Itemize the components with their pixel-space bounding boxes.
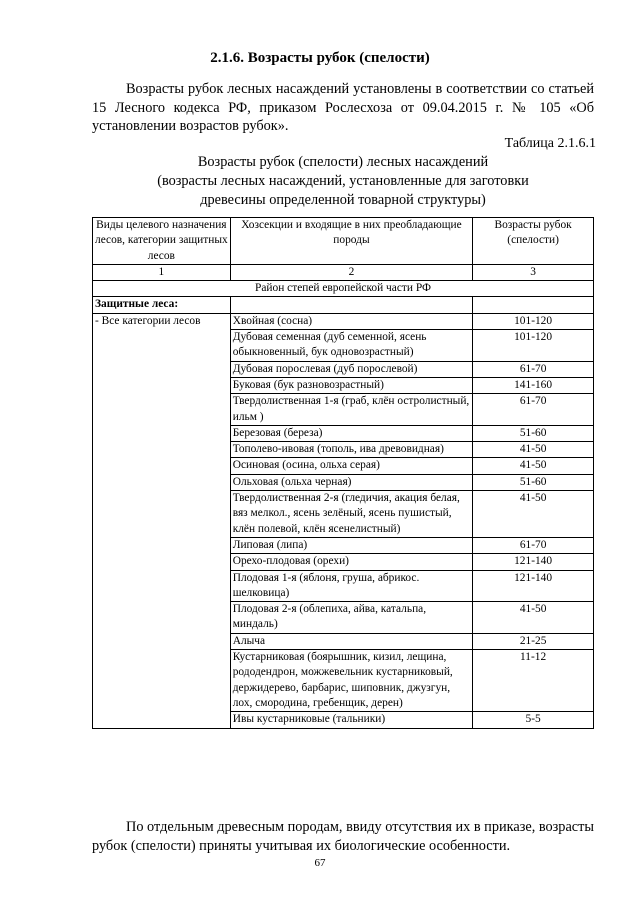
table-number: Таблица 2.1.6.1	[504, 136, 596, 151]
species-section: Осиновая (осина, ольха серая)	[230, 458, 472, 474]
cutting-age: 61-70	[473, 537, 594, 553]
species-section: Кустарниковая (боярышник, кизил, лещина, рододендрон, можжевельник кустарниковый, держидерево, барбарис, шиповник, джузгун, лох, смородина, гребенщик, дерен)	[230, 650, 472, 712]
cutting-age: 21-25	[473, 633, 594, 649]
species-section: Буковая (бук разновозрастный)	[230, 377, 472, 393]
cutting-age: 121-140	[473, 570, 594, 602]
species-section: Ольховая (ольха черная)	[230, 474, 472, 490]
species-section: Твердолиственная 1-я (граб, клён остролистный, ильм )	[230, 394, 472, 426]
caption-line-1: Возрасты рубок (спелости) лесных насаждений	[197, 154, 489, 170]
section-empty-3	[473, 297, 594, 313]
cutting-age: 41-50	[473, 602, 594, 634]
table-row	[93, 313, 594, 329]
cutting-age: 61-70	[473, 361, 594, 377]
cutting-age-table	[92, 217, 594, 729]
cutting-age: 51-60	[473, 425, 594, 441]
closing-paragraph: По отдельным древесным породам, ввиду отсутствия их в приказе, возрасты рубок (спелости) приняты учитывая их биологические особенности.	[92, 819, 594, 854]
col-number-3: 3	[473, 264, 594, 280]
cutting-age: 11-12	[473, 650, 594, 712]
category-cell: - Все категории лесов	[93, 313, 231, 728]
section-row	[93, 297, 594, 313]
species-section: Тополево-ивовая (тополь, ива древовидная)	[230, 442, 472, 458]
table-caption	[92, 153, 594, 210]
cutting-age: 41-50	[473, 491, 594, 538]
species-section: Липовая (липа)	[230, 537, 472, 553]
section-empty-2	[230, 297, 472, 313]
caption-line-2: (возрасты лесных насаждений, установленные для заготовки	[157, 173, 529, 189]
species-section: Дубовая порослевая (дуб порослевой)	[230, 361, 472, 377]
species-section: Алыча	[230, 633, 472, 649]
cutting-age: 141-160	[473, 377, 594, 393]
species-section: Хвойная (сосна)	[230, 313, 472, 329]
region-row	[93, 281, 594, 297]
table-header-row	[93, 218, 594, 265]
col-number-2: 2	[230, 264, 472, 280]
region-name: Район степей европейской части РФ	[93, 281, 594, 297]
header-sections: Хозсекции и входящие в них преобладающие породы	[230, 218, 472, 265]
species-section: Плодовая 1-я (яблоня, груша, абрикос. шелковица)	[230, 570, 472, 602]
cutting-age: 101-120	[473, 313, 594, 329]
column-number-row	[93, 264, 594, 280]
section-name: Защитные леса:	[93, 297, 231, 313]
cutting-age: 51-60	[473, 474, 594, 490]
header-age: Возрасты рубок (спелости)	[473, 218, 594, 265]
cutting-age: 5-5	[473, 712, 594, 728]
cutting-age: 41-50	[473, 442, 594, 458]
cutting-age: 61-70	[473, 394, 594, 426]
header-purpose: Виды целевого назначения лесов, категории защитных лесов	[93, 218, 231, 265]
section-heading: 2.1.6. Возрасты рубок (спелости)	[210, 50, 430, 66]
page-number: 67	[314, 857, 326, 869]
species-section: Орехо-плодовая (орехи)	[230, 554, 472, 570]
species-section: Твердолиственная 2-я (гледичия, акация белая, вяз мелкол., ясень зелёный, ясень пушистый, клён полевой, клён ясенелистный)	[230, 491, 472, 538]
col-number-1: 1	[93, 264, 231, 280]
caption-line-3: древесины определенной товарной структуры)	[200, 192, 486, 208]
cutting-age: 121-140	[473, 554, 594, 570]
species-section: Плодовая 2-я (облепиха, айва, катальпа, миндаль)	[230, 602, 472, 634]
cutting-age: 101-120	[473, 330, 594, 362]
cutting-age: 41-50	[473, 458, 594, 474]
species-section: Дубовая семенная (дуб семенной, ясень обыкновенный, бук одновозрастный)	[230, 330, 472, 362]
intro-paragraph: Возрасты рубок лесных насаждений установлены в соответствии со статьей 15 Лесного кодекса РФ, приказом Рослесхоза от 09.04.2015 г. № 105 «Об установлении возрастов рубок».	[92, 81, 594, 134]
species-section: Березовая (береза)	[230, 425, 472, 441]
species-section: Ивы кустарниковые (тальники)	[230, 712, 472, 728]
